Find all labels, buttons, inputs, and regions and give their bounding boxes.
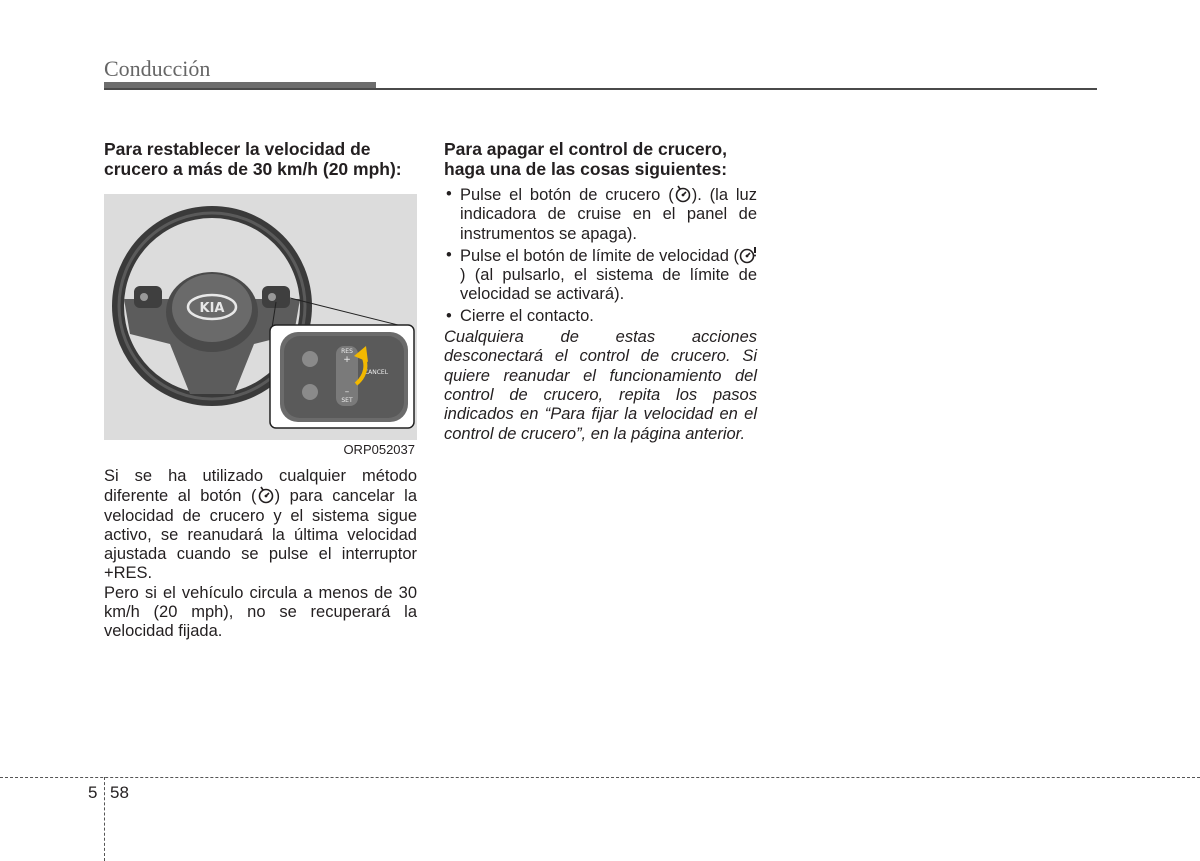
set-label: SET — [341, 397, 353, 404]
wheel-logo-text: KIA — [199, 301, 225, 316]
speed-limit-button-icon — [739, 246, 757, 264]
chapter-number: 5 — [88, 783, 98, 802]
footer-divider — [104, 777, 105, 861]
figure-code: ORP052037 — [343, 441, 415, 457]
cruise-button-icon — [257, 486, 275, 504]
res-label: RES — [341, 348, 353, 355]
left-heading: Para restablecer la velocidad de crucero a más de 30 km/h (20 mph): — [104, 139, 402, 179]
svg-text:+: + — [343, 355, 351, 365]
section-title: Conducción — [104, 56, 211, 81]
right-heading: Para apagar el control de crucero, haga una de las cosas siguientes: — [444, 139, 728, 179]
svg-text:–: – — [344, 387, 350, 397]
steering-wheel-figure — [104, 194, 417, 457]
left-paragraph-2: Pero si el vehículo circula a menos de 30 km/h (20 mph), no se recuperará la velocidad fijada. — [104, 583, 417, 641]
right-column — [444, 139, 757, 444]
cruise-button-icon — [674, 185, 692, 203]
page-number: 58 — [110, 783, 129, 802]
bullet-list — [444, 185, 757, 326]
left-body — [104, 467, 417, 642]
left-paragraph-1: Si se ha utilizado cualquier método diferente al botón ( ) para cancelar la velocidad de crucero y el sistema sigue activo, se reanudará la última velocidad ajustada cuando se pulse el interruptor +RES. — [104, 467, 418, 583]
list-item: • Pulse el botón de crucero ( ). (la luz indicadora de cruise en el panel de instrumentos se apaga). — [444, 185, 757, 244]
left-column — [104, 139, 417, 642]
list-item: • Cierre el contacto. — [444, 307, 757, 326]
cancel-label: CANCEL — [363, 369, 389, 376]
header-rule — [104, 88, 1097, 90]
list-item: • Pulse el botón de límite de velocidad () (al pulsarlo, el sistema de límite de velocidad se activará). — [444, 246, 757, 305]
footer-rule — [0, 777, 1200, 778]
italic-note: Cualquiera de estas acciones desconectará el control de crucero. Si quiere reanudar el funcionamiento del control de crucero, repita los pasos indicados en “Para fijar la velocidad en el control de crucero”, en la página anterior. — [444, 328, 757, 443]
steering-wheel-illustration — [104, 194, 417, 440]
